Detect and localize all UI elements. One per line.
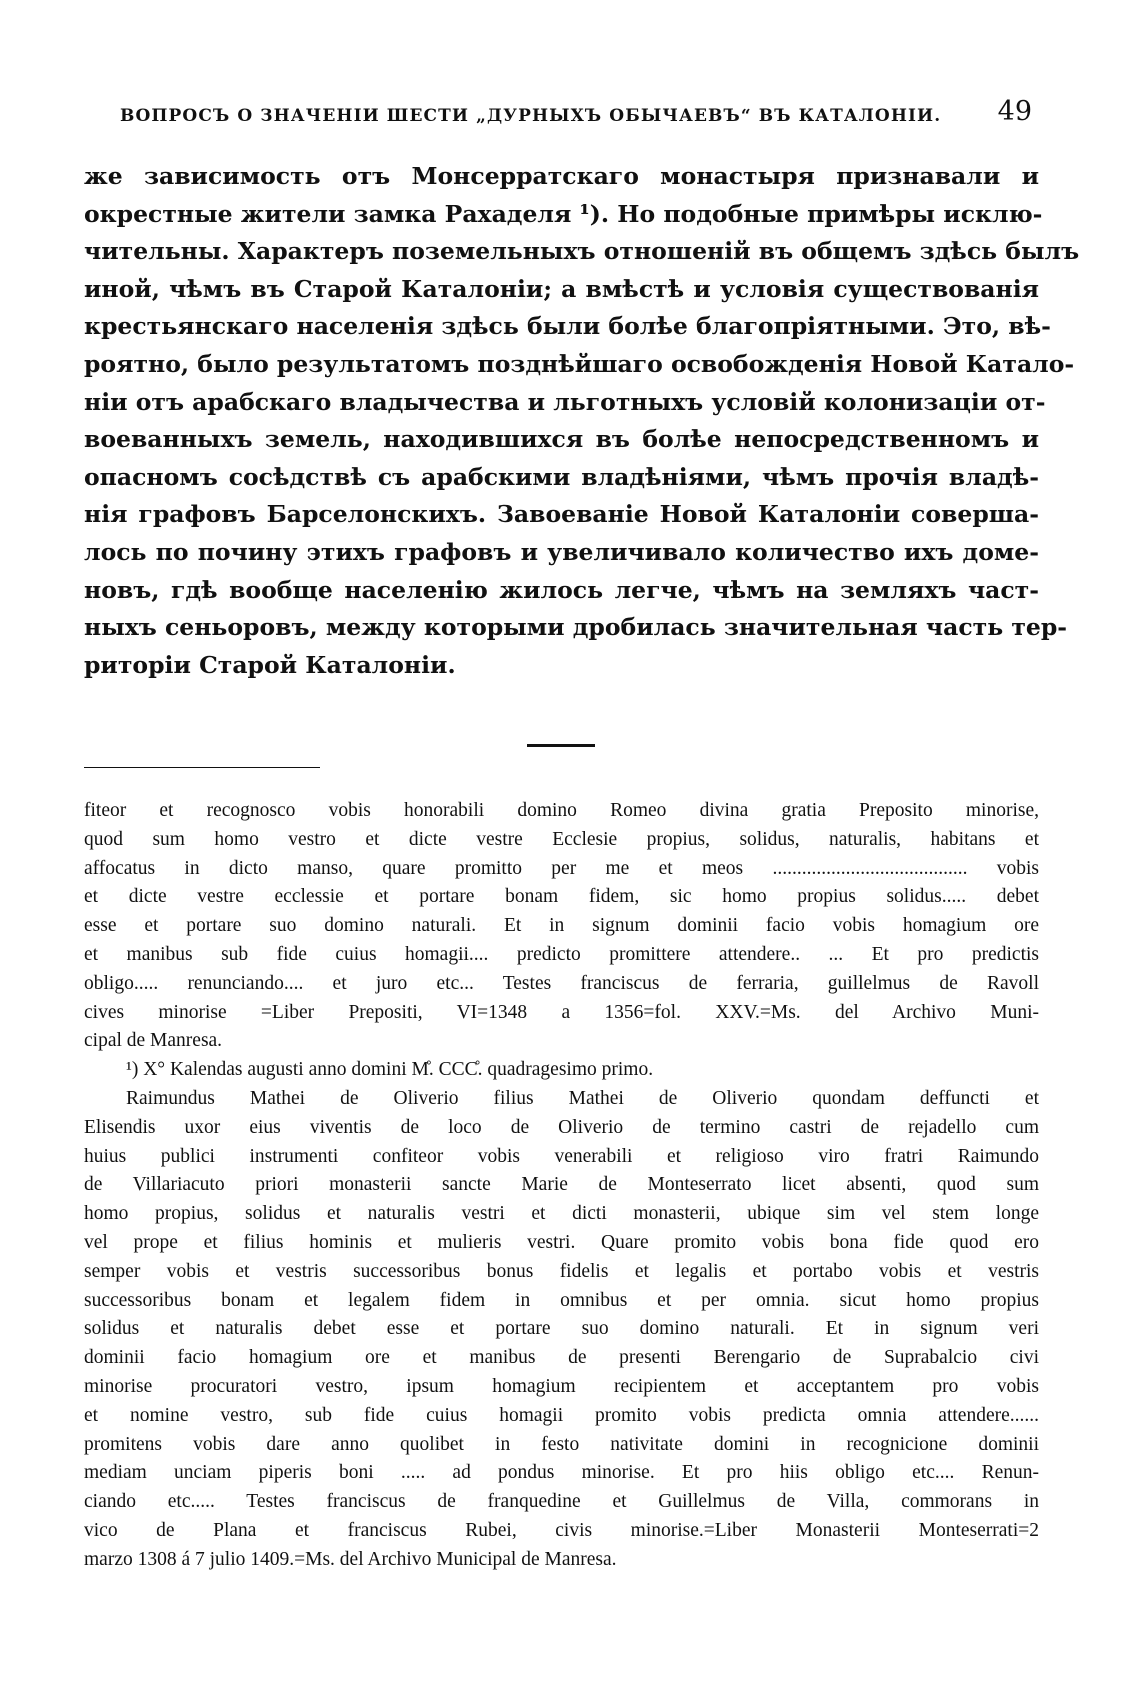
footnote-1 <box>84 1056 1039 1574</box>
footnote-line: huius publici instrumenti confiteor vobis venerabili et religioso viro fratri Raimundo <box>84 1145 1039 1167</box>
footnote-line: et nomine vestro, sub fide cuius homagii promito vobis predicta omnia attendere...... <box>84 1404 1039 1426</box>
footnote-line: vico de Plana et franciscus Rubei, civis minorise.=Liber Monasterii Monteserrati=2 <box>84 1519 1039 1541</box>
text-line: же зависимость отъ Монсерратскаго монастыря признавали и <box>84 162 1039 190</box>
footnote-line: quod sum homo vestro et dicte vestre Ecclesie propius, solidus, naturalis, habitans et <box>84 828 1039 850</box>
footnote-line: esse et portare suo domino naturali. Et in signum dominii facio vobis homagium ore <box>84 915 1039 937</box>
footnote-line: cipal de Manresa. <box>84 1030 223 1052</box>
footnote-line: ¹) X° Kalendas augusti anno domini M̊. CCC̊. quadragesimo primo. <box>126 1059 654 1081</box>
footnote-line: obligo..... renunciando.... et juro etc... Testes franciscus de ferraria, guillelmus de Ravoll <box>84 972 1039 994</box>
footnote-line: vel prope et filius hominis et mulieris vestri. Quare promito vobis bona fide quod ero <box>84 1231 1039 1253</box>
main-text <box>84 158 1080 684</box>
footnote-line: mediam unciam piperis boni ..... ad pondus minorise. Et pro hiis obligo etc.... Renun- <box>84 1462 1039 1484</box>
text-line: опасномъ сосѣдствѣ съ арабскими владѣніями, чѣмъ прочія владѣ- <box>84 462 1039 491</box>
footnote-line: solidus et naturalis debet esse et portare suo domino naturali. Et in signum veri <box>84 1318 1039 1340</box>
page-number: 49 <box>997 96 1032 127</box>
text-line: воеванныхъ земель, находившихся въ болѣе непосредственномъ и <box>84 425 1039 454</box>
footnote-line: cives minorise =Liber Prepositi, VI=1348 a 1356=fol. XXV.=Ms. del Archivo Muni- <box>84 1001 1039 1023</box>
footnote-line: fiteor et recognosco vobis honorabili domino Romeo divina gratia Preposito minorise, <box>84 800 1039 821</box>
running-title: ВОПРОСЪ О ЗНАЧЕНІИ ШЕСТИ „ДУРНЫХЪ ОБЫЧАЕВЪ“ ВЪ КАТАЛОНІИ. <box>120 106 942 126</box>
footnote-line: Elisendis uxor eius viventis de loco de Oliverio de termino castri de rejadello cum <box>84 1116 1039 1138</box>
section-divider <box>527 744 595 747</box>
footnote-line: semper vobis et vestris successoribus bonus fidelis et legalis et portabo vobis et vestris <box>84 1260 1039 1282</box>
footnote-line: successoribus bonam et legalem fidem in omnibus et per omnia. sicut homo propius <box>84 1289 1039 1311</box>
text-line: ныхъ сеньоровъ, между которыми дробилась значительная часть тер- <box>84 613 1068 642</box>
footnote-separator <box>84 767 320 768</box>
footnote-continued <box>84 797 1039 1056</box>
text-line: лось по почину этихъ графовъ и увеличивало количество ихъ доме- <box>84 537 1039 566</box>
text-line: роятно, было результатомъ позднѣйшаго освобожденія Новой Катало- <box>84 349 1075 378</box>
text-line: риторіи Старой Каталоніи. <box>84 650 456 679</box>
footnote-line: marzo 1308 á 7 julio 1409.=Ms. del Archivo Municipal de Manresa. <box>84 1548 617 1570</box>
text-line: иной, чѣмъ въ Старой Каталоніи; а вмѣстѣ и условія существованія <box>84 274 1039 303</box>
footnote-line: dominii facio homagium ore et manibus de presenti Berengario de Suprabalcio civi <box>84 1347 1039 1369</box>
footnote-line: promitens vobis dare anno quolibet in festo nativitate domini in recognicione dominii <box>84 1433 1039 1455</box>
footnote-line: ciando etc..... Testes franciscus de franquedine et Guillelmus de Villa, commorans in <box>84 1491 1039 1513</box>
footnote-line: affocatus in dicto manso, quare promitto per me et meos ........................................ vobis <box>84 857 1039 879</box>
book-page <box>80 92 1080 1570</box>
text-line: чительны. Характеръ поземельныхъ отношеній въ общемъ здѣсь былъ <box>84 237 1080 266</box>
page-header <box>80 92 1062 132</box>
footnote-line: et manibus sub fide cuius homagii.... predicto promittere attendere.. ... Et pro predictis <box>84 943 1039 965</box>
text-line: новъ, гдѣ вообще населенію жилось легче, чѣмъ на земляхъ част- <box>84 575 1039 604</box>
text-line: нія графовъ Барселонскихъ. Завоеваніе Новой Каталоніи соверша- <box>84 500 1039 529</box>
footnote-line: minorise procuratori vestro, ipsum homagium recipientem et acceptantem pro vobis <box>84 1375 1039 1397</box>
footnote-line: de Villariacuto priori monasterii sancte Marie de Monteserrato licet absenti, quod sum <box>84 1174 1039 1196</box>
footnote-line: homo propius, solidus et naturalis vestri et dicti monasterii, ubique sim vel stem longe <box>84 1203 1039 1225</box>
footnote-line: et dicte vestre ecclessie et portare bonam fidem, sic homo propius solidus..... debet <box>84 886 1039 908</box>
text-line: ніи отъ арабскаго владычества и льготныхъ условій колонизаціи от- <box>84 387 1046 416</box>
footnote-line: Raimundus Mathei de Oliverio filius Mathei de Oliverio quondam deffuncti et <box>126 1087 1039 1109</box>
footnotes <box>84 797 1039 1575</box>
text-line: окрестные жители замка Рахаделя ¹). Но подобные примѣры исклю- <box>84 199 1043 228</box>
text-line: крестьянскаго населенія здѣсь были болѣе благопріятными. Это, вѣ- <box>84 312 1051 341</box>
